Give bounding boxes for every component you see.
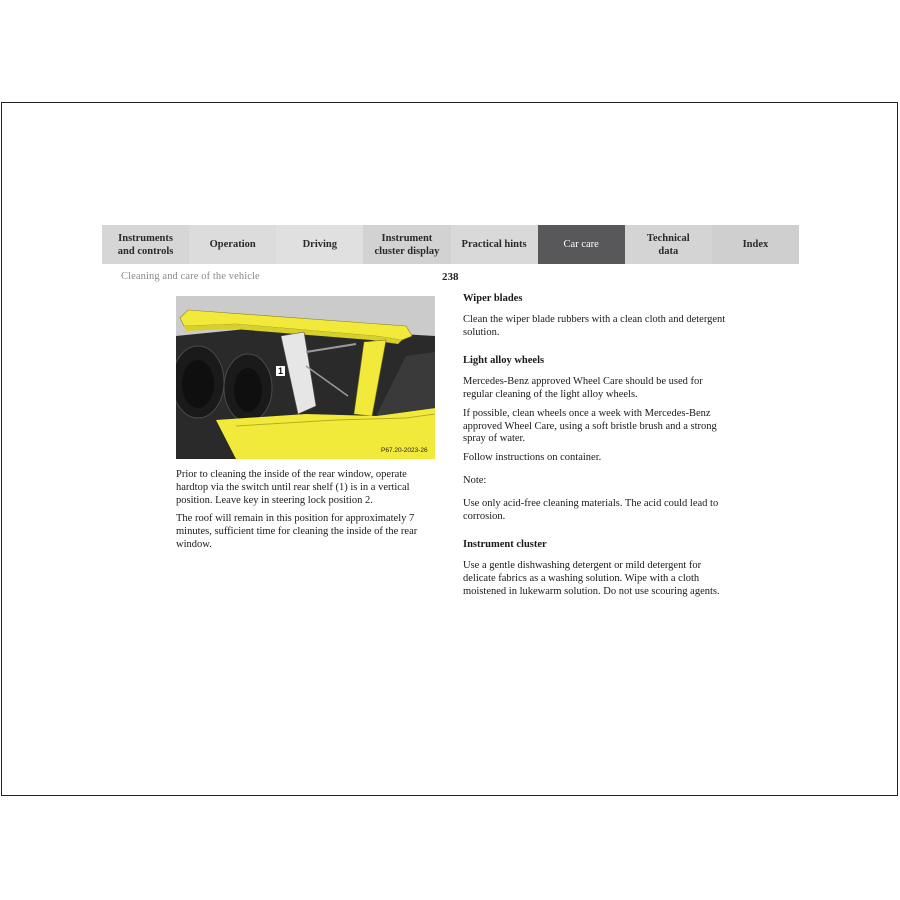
tab-car-care[interactable]: Car care [538,225,625,264]
tab-practical-hints[interactable]: Practical hints [451,225,538,264]
wiper-blades-heading: Wiper blades [463,293,523,304]
wiper-blades-text: Clean the wiper blade rubbers with a clean cloth and detergent solution. [463,313,726,338]
wheels-paragraph-2: If possible, clean wheels once a week with Mercedes-Benz approved Wheel Care, using a soft bristle brush and a strong spray of water. [463,407,717,445]
callout-1: 1 [278,366,284,376]
chapter-tabbar [102,225,799,264]
note-label: Note: [463,474,487,486]
instrument-cluster-heading: Instrument cluster [463,539,547,551]
page-number: 238 [442,271,459,283]
note-text: Use only acid-free cleaning materials. The acid could lead to corrosion. [463,497,719,522]
light-alloy-wheels-heading: Light alloy wheels [463,355,545,367]
tab-instrument-cluster-display[interactable]: Instrument cluster display [363,225,450,264]
tab-operation[interactable]: Operation [189,225,276,264]
tab-index[interactable]: Index [712,225,799,264]
tab-instruments-and-controls[interactable]: Instruments and controls [102,225,189,264]
figure-code: P67.20-2023-26 [381,447,428,454]
hardtop-duration: The roof will remain in this position for approximately 7 minutes, sufficient time for cleaning the inside of the rear window. [176,513,418,550]
wheels-paragraph-3: Follow instructions on container. [463,452,602,464]
section-header: Cleaning and care of the vehicle [121,271,260,282]
tab-technical-data[interactable]: Technical data [625,225,712,264]
left-column [176,469,441,558]
car-interior-drawing [176,296,435,459]
wheels-paragraph-1: Mercedes-Benz approved Wheel Care should be used for regular cleaning of the light alloy wheels. [463,376,703,400]
right-column [463,293,728,605]
tab-driving[interactable]: Driving [276,225,363,264]
hardtop-illustration [176,296,435,459]
instrument-cluster-text: Use a gentle dishwashing detergent or mild detergent for delicate fabrics as a washing solution. Wipe with a cloth moistened in lukewarm solution. Do not use scouring agents. [463,560,720,597]
page-frame [1,102,898,796]
hardtop-instruction: Prior to cleaning the inside of the rear window, operate hardtop via the switch until rear shelf (1) is in a vertical position. Leave key in steering lock position 2. [176,469,410,506]
